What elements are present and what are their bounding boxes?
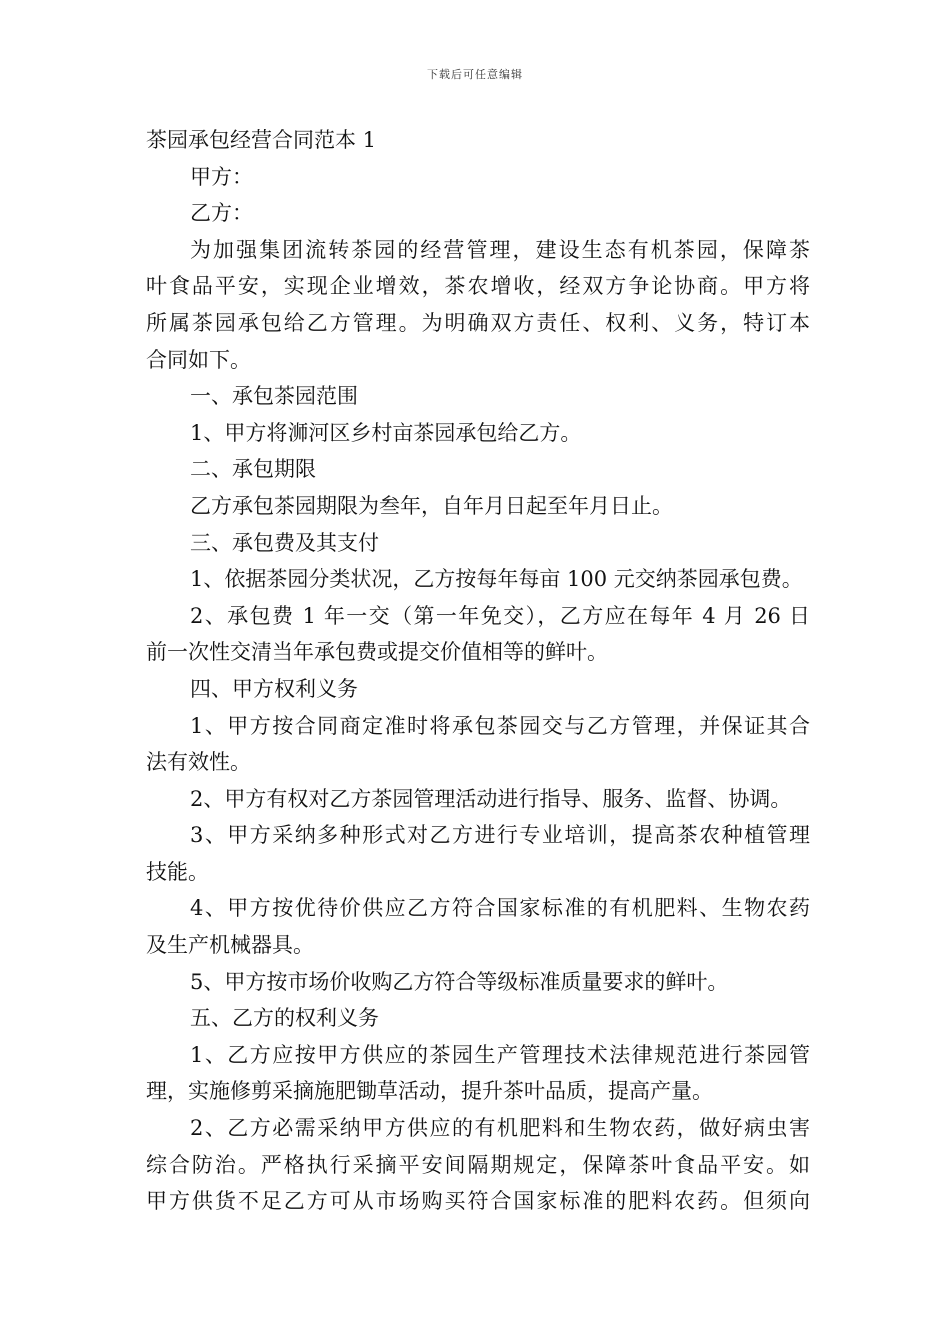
text-line: 所属茶园承包给乙方管理。为明确双方责任、权利、义务，特订本	[146, 310, 810, 335]
text-line: 合同如下。	[146, 347, 251, 372]
text-line: 二、承包期限	[190, 457, 316, 482]
text-line: 一、承包茶园范围	[190, 384, 358, 409]
text-line: 五、乙方的权利义务	[190, 1006, 379, 1031]
text-line: 法有效性。	[146, 750, 251, 775]
text-line: 叶食品平安，实现企业增效，茶农增收，经双方争论协商。甲方将	[146, 274, 810, 299]
text-line: 甲方：	[190, 164, 253, 189]
document-body	[146, 122, 810, 1220]
text-line: 理，实施修剪采摘施肥锄草活动，提升茶叶品质，提高产量。	[146, 1079, 713, 1104]
text-line: 前一次性交清当年承包费或提交价值相等的鲜叶。	[146, 640, 608, 665]
text-line: 1、甲方按合同商定准时将承包茶园交与乙方管理，并保证其合	[190, 713, 810, 738]
text-line: 3、甲方采纳多种形式对乙方进行专业培训，提高茶农种植管理	[190, 823, 810, 848]
text-line: 乙方承包茶园期限为叁年，自年月日起至年月日止。	[190, 493, 673, 518]
page-header: 下载后可任意编辑	[427, 68, 523, 81]
text-line: 5、甲方按市场价收购乙方符合等级标准质量要求的鲜叶。	[190, 969, 729, 994]
text-line: 甲方供货不足乙方可从市场购买符合国家标准的肥料农药。但须向	[146, 1189, 810, 1214]
text-line: 综合防治。严格执行采摘平安间隔期规定，保障茶叶食品平安。如	[146, 1152, 810, 1177]
text-line: 1、乙方应按甲方供应的茶园生产管理技术法律规范进行茶园管	[190, 1042, 810, 1067]
text-line: 四、甲方权利义务	[190, 676, 358, 701]
text-line: 为加强集团流转茶园的经营管理，建设生态有机茶园，保障茶	[190, 237, 810, 262]
text-line: 2、承包费 1 年一交（第一年免交），乙方应在每年 4 月 26 日	[190, 603, 810, 628]
text-line: 三、承包费及其支付	[190, 530, 379, 555]
text-line: 及生产机械器具。	[146, 933, 314, 958]
document-title: 茶园承包经营合同范本 1	[146, 128, 377, 152]
text-line: 1、依据茶园分类状况，乙方按每年每亩 100 元交纳茶园承包费。	[190, 567, 803, 592]
text-line: 乙方：	[190, 201, 253, 226]
text-line: 2、甲方有权对乙方茶园管理活动进行指导、服务、监督、协调。	[190, 786, 792, 811]
text-line: 技能。	[146, 859, 209, 884]
text-line: 2、乙方必需采纳甲方供应的有机肥料和生物农药，做好病虫害	[190, 1116, 810, 1141]
text-line: 4、甲方按优待价供应乙方符合国家标准的有机肥料、生物农药	[190, 896, 810, 921]
text-line: 1、甲方将浉河区乡村亩茶园承包给乙方。	[190, 420, 582, 445]
